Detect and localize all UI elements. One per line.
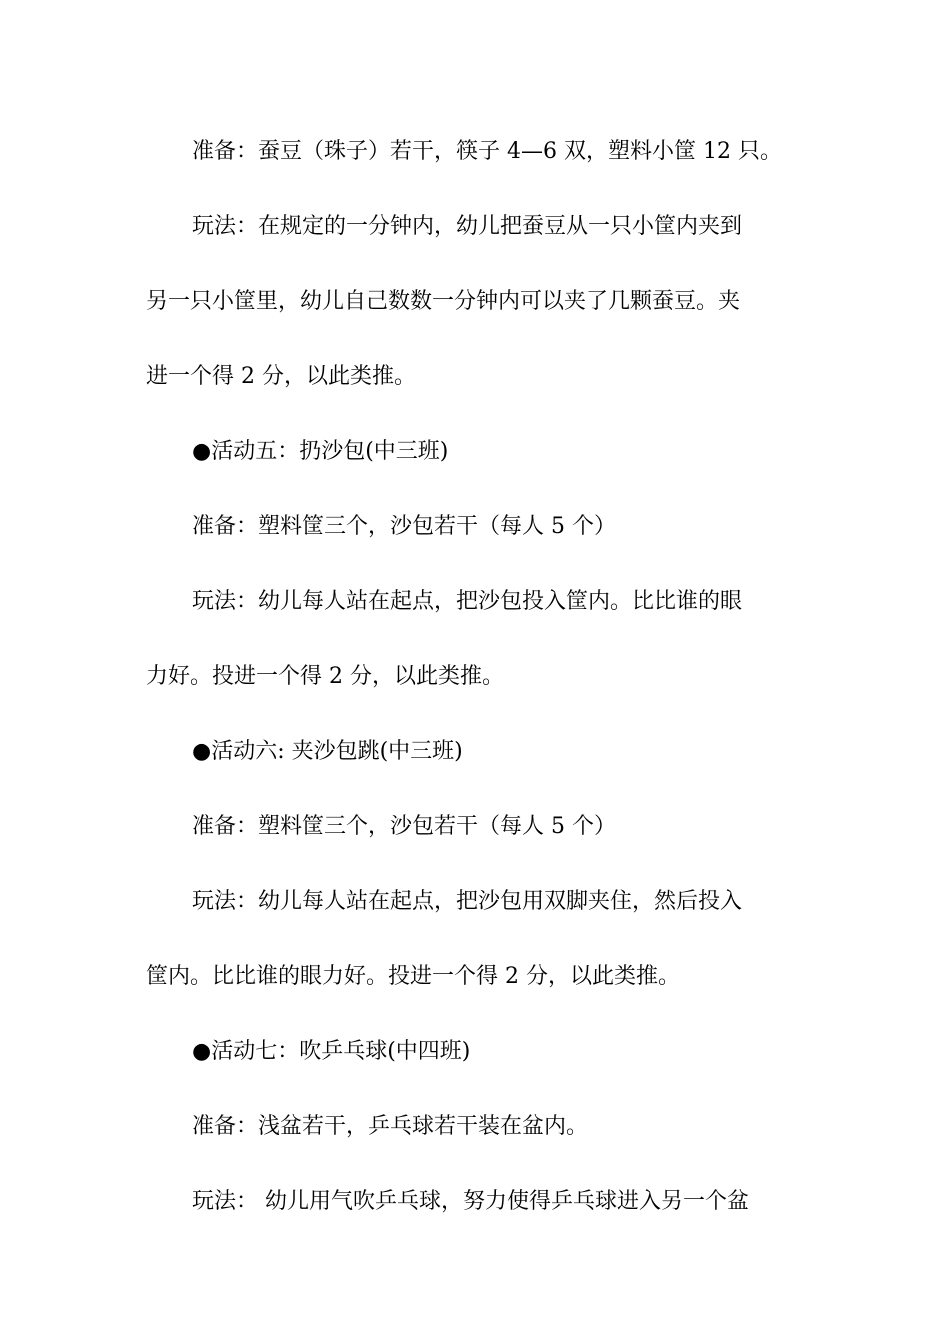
paragraph-line: 另一只小筐里，幼儿自己数数一分钟内可以夹了几颗蚕豆。夹 bbox=[146, 289, 741, 314]
paragraph-line: 准备：浅盆若干，乒乓球若干装在盆内。 bbox=[192, 1114, 589, 1139]
paragraph-line: 筐内。比比谁的眼力好。投进一个得 2 分，以此类推。 bbox=[146, 964, 680, 989]
activity-heading: ●活动六: 夹沙包跳(中三班) bbox=[192, 739, 463, 764]
paragraph-line: 力好。投进一个得 2 分，以此类推。 bbox=[146, 664, 504, 689]
activity-heading: ●活动七：吹乒乓球(中四班) bbox=[192, 1039, 471, 1064]
activity-heading: ●活动五：扔沙包(中三班) bbox=[192, 439, 449, 464]
document-body bbox=[146, 132, 808, 1257]
paragraph-line: 玩法： 幼儿用气吹乒乓球，努力使得乒乓球进入另一个盆 bbox=[192, 1189, 749, 1214]
paragraph-line: 准备：塑料筐三个，沙包若干（每人 5 个） bbox=[192, 814, 616, 839]
paragraph-line: 进一个得 2 分，以此类推。 bbox=[146, 364, 416, 389]
paragraph-line: 玩法：幼儿每人站在起点，把沙包投入筐内。比比谁的眼 bbox=[192, 589, 743, 614]
paragraph-line: 准备：塑料筐三个，沙包若干（每人 5 个） bbox=[192, 514, 616, 539]
paragraph-line: 玩法：幼儿每人站在起点，把沙包用双脚夹住，然后投入 bbox=[192, 889, 743, 914]
paragraph-line: 玩法：在规定的一分钟内，幼儿把蚕豆从一只小筐内夹到 bbox=[192, 214, 743, 239]
paragraph-line: 准备：蚕豆（珠子）若干，筷子 4—6 双，塑料小筐 12 只。 bbox=[192, 139, 782, 164]
